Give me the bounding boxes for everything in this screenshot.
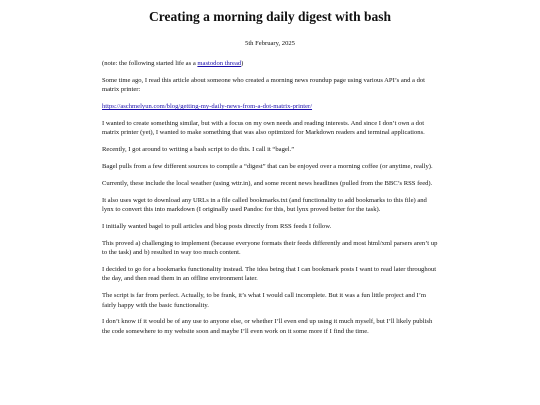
page-title: Creating a morning daily digest with bash xyxy=(148,9,392,24)
paragraph-rss-plan: I initially wanted bagel to pull articles and blog posts directly from RSS feeds I follow. xyxy=(102,223,332,231)
paragraph-rss-problems: This proved a) challenging to implement (because everyone formats their feeds differently and most html/xml parsers aren’t up to the task) and b) resulted in way too much content. xyxy=(102,239,438,257)
source-article-link[interactable]: https://aschmelyun.com/blog/getting-my-daily-news-from-a-dot-matrix-printer/ xyxy=(102,103,313,111)
note-paragraph xyxy=(102,59,438,68)
paragraph-future: I don’t know if it would be of any use to anyone else, or whether I’ll even end up using it much myself, but I’ll likely publish the code somewhere to my website soon and maybe I’ll even work on it some more if I find the time. xyxy=(102,318,433,335)
note-prefix: (note: the following started life as a xyxy=(102,60,198,67)
mastodon-thread-link[interactable]: mastodon thread xyxy=(197,60,242,67)
paragraph-intro: Some time ago, I read this article about someone who created a morning news roundup page using various API’s and a dot matrix printer: xyxy=(102,76,426,94)
post-date: 5th February, 2025 xyxy=(245,40,295,47)
source-article-paragraph xyxy=(102,102,438,111)
paragraph-bookmarks: It also uses wget to download any URLs in a file called bookmarks.txt (and functionality to add bookmarks to this file) and lynx to convert this into markdown (I originally used Pandoc for this, but lynx proved better for the task). xyxy=(102,196,427,214)
paragraph-bagel-sources: Bagel pulls from a few different sources to compile a “digest” that can be enjoyed over a morning coffee (or anytime, really). xyxy=(102,163,433,171)
note-suffix: ) xyxy=(241,60,244,67)
paragraph-bookmarks-decision: I decided to go for a bookmarks functionality instead. The idea being that I can bookmark posts I want to read later throughout the day, and then read them in an offline environment later. xyxy=(102,266,437,283)
paragraph-script-state: The script is far from perfect. Actually, to be frank, it’s what I would call incomplete. But it was a fun little project and I’m fairly happy with the basic functionality. xyxy=(102,292,427,309)
paragraph-bagel-intro: Recently, I got around to writing a bash script to do this. I call it “bagel.” xyxy=(102,146,295,154)
paragraph-motivation: I wanted to create something similar, but with a focus on my own needs and reading interests. And since I don’t own a dot matrix printer (yet), I wanted to make something that was also optimized for Markdown readers and terminal applications. xyxy=(102,119,425,137)
paragraph-current-sources: Currently, these include the local weather (using wttr.in), and some recent news headlines (pulled from the BBC’s RSS feed). xyxy=(102,179,433,187)
